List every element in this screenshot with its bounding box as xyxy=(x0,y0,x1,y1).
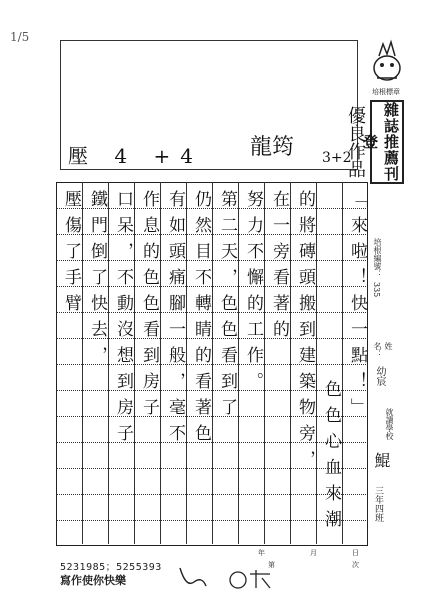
teacher-note: 壓 4 +4 xyxy=(68,144,203,168)
grade-value: 三年四班 xyxy=(373,486,383,522)
essay-column: 有如頭痛腳一般，毫不 xyxy=(165,190,185,450)
name-label: 姓名： xyxy=(373,342,393,358)
date-year-label: 年 xyxy=(258,549,265,557)
scribble-mark xyxy=(176,562,212,592)
student-id-value: 335 xyxy=(372,282,381,298)
circled-mark xyxy=(226,566,276,594)
date-count-label: 次 xyxy=(352,561,359,569)
school-label: 就讀學校 xyxy=(385,408,394,440)
stamp-caption: 培根標章 xyxy=(372,88,400,96)
date-page-label: 第 xyxy=(268,561,275,569)
award-label: 優良作品 xyxy=(345,106,366,178)
signature: 龍筠 xyxy=(250,135,295,160)
essay-column: 口呆，不動沒想到房子 xyxy=(113,190,133,450)
date-month-label: 月 xyxy=(310,549,317,557)
essay-column: 在一旁看著的 xyxy=(269,190,289,346)
essay-column: 作息的色色看到房子 xyxy=(139,190,159,424)
essay-column: 第二天，色色看到了 xyxy=(217,190,237,424)
stamp xyxy=(362,32,410,190)
essay-column: 的將磚頭搬到建築物旁， xyxy=(295,190,315,476)
footer-phone: 5231985；5255393 xyxy=(60,562,162,573)
essay-column: 鐵門倒了快去， xyxy=(87,190,107,372)
essay-column: 仍然目不轉睛的看著色 xyxy=(191,190,211,450)
essay-column: 努力不懈的工作。 xyxy=(243,190,263,398)
name-value: 幼宸 xyxy=(374,366,385,386)
essay-column: 壓傷了手臂 xyxy=(61,190,81,320)
corner-mark: 1/5 xyxy=(10,30,30,44)
footer-slogan: 寫作使你快樂 xyxy=(60,574,126,587)
stamp-title: 雜誌推薦刊登 xyxy=(370,100,404,184)
school-value: 鯤 xyxy=(372,452,391,468)
mascot-icon xyxy=(367,38,407,86)
date-day-label: 日 xyxy=(352,549,359,557)
essay-column: 「來啦！快一點！」 xyxy=(347,190,367,424)
student-id-label: 培根編號： xyxy=(373,238,382,278)
score-fragment: 3+2 xyxy=(322,150,352,166)
essay-column: 色色心血來潮 xyxy=(321,380,341,536)
